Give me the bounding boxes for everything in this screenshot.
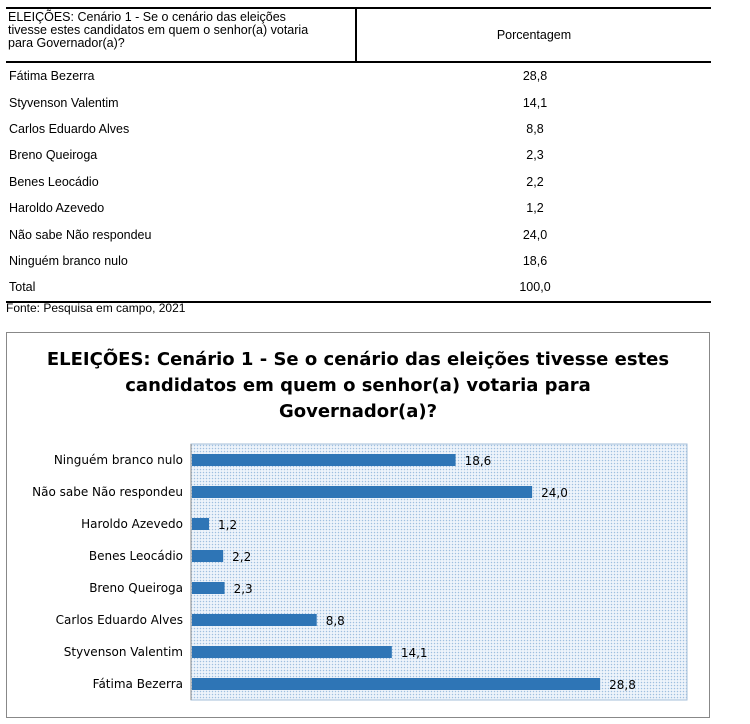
row-value: 100,0 [519,280,551,295]
bar [192,486,532,498]
chart-title-line: Governador(a)? [278,401,438,422]
table-row [6,248,711,274]
bar [192,550,223,562]
row-label: Não sabe Não respondeu [9,227,152,242]
table-row [6,116,711,142]
bar [192,614,317,626]
chart-title-line: candidatos em quem o senhor(a) votaria para [125,375,591,396]
row-label: Carlos Eduardo Alves [9,121,130,136]
header-question-line: para Governador(a)? [8,36,125,50]
header-question [6,9,357,61]
bar [192,518,209,530]
row-label: Benes Leocádio [9,174,99,189]
category-label: Styvenson Valentim [63,645,183,659]
value-label: 8,8 [325,614,345,628]
row-value: 2,3 [526,148,544,163]
value-label: 1,2 [218,518,238,532]
plot-area [191,444,687,700]
value-label: 24,0 [541,486,568,500]
row-label: Total [9,280,36,295]
value-label: 28,8 [609,678,636,692]
bar [192,678,600,690]
row-label: Styvenson Valentim [9,95,119,110]
value-label: 2,3 [233,582,253,596]
category-label: Benes Leocádio [88,549,183,563]
table-row [6,195,711,221]
table-row [6,89,711,115]
table-row [6,63,711,89]
row-label: Fátima Bezerra [9,69,95,84]
bar-chart [6,332,710,718]
value-label: 18,6 [464,454,492,468]
value-label: 2,2 [232,550,252,564]
category-label: Carlos Eduardo Alves [55,613,183,627]
row-label: Haroldo Azevedo [9,201,105,216]
row-label: Breno Queiroga [9,148,98,163]
row-value: 24,0 [522,227,548,242]
table-row-total [6,274,711,300]
table-header [6,9,711,63]
bar [192,454,456,466]
category-label: Ninguém branco nulo [53,453,183,467]
category-label: Não sabe Não respondeu [32,485,183,499]
category-label: Breno Queiroga [89,581,183,595]
bar [192,582,225,594]
header-percentage: Porcentagem [496,28,572,42]
table-source: Fonte: Pesquisa em campo, 2021 [6,301,186,315]
category-label: Fátima Bezerra [92,677,183,691]
row-value: 18,6 [522,253,548,268]
row-value: 28,8 [522,69,548,84]
category-label: Haroldo Azevedo [81,517,183,531]
header-question-line: ELEIÇÕES: Cenário 1 - Se o cenário das eleições [8,10,286,24]
results-table [6,7,711,303]
value-label: 14,1 [400,646,428,660]
header-question-line: tivesse estes candidatos em quem o senhor(a) votaria [8,23,309,37]
row-value: 2,2 [526,174,544,189]
table-row [6,169,711,195]
table-row [6,142,711,168]
bar [192,646,392,658]
table-row [6,221,711,247]
chart-title-line: ELEIÇÕES: Cenário 1 - Se o cenário das eleições tivesse estes [46,349,670,370]
row-label: Ninguém branco nulo [9,253,128,268]
row-value: 14,1 [522,95,548,110]
row-value: 8,8 [526,121,544,136]
row-value: 1,2 [526,201,544,216]
chart-plot [7,333,709,717]
